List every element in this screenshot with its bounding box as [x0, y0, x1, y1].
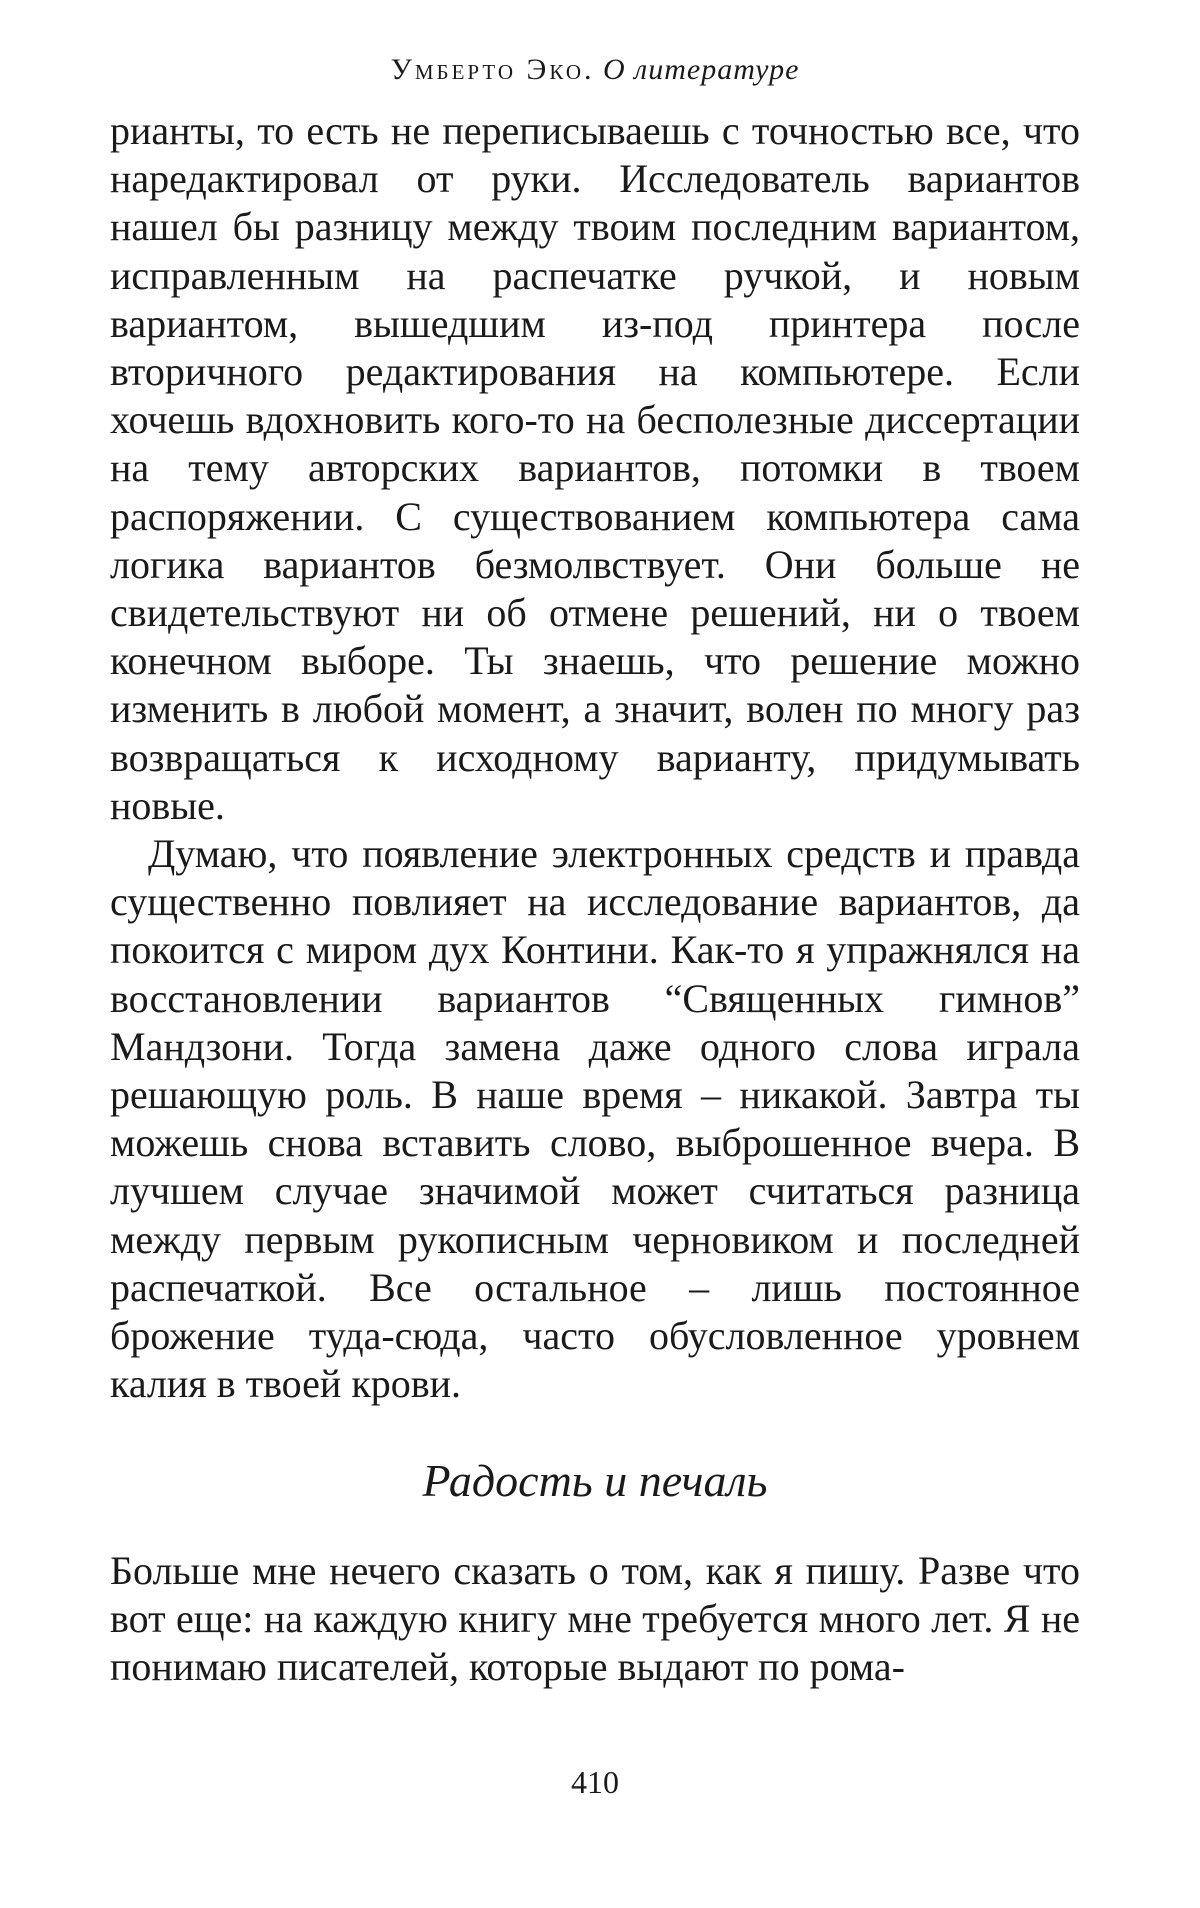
section-title: Радость и печаль — [422, 1455, 768, 1506]
running-head-author: Умберто Эко. — [390, 53, 595, 86]
book-page — [110, 0, 1080, 1908]
page-number: 410 — [571, 1764, 619, 1800]
paragraph-continued: рианты, то есть не переписываешь с точностью все, что наредактировал от руки. Исследователь вариантов нашел бы разницу между твоим последним вариантом, исправленным на распечатке ручкой, и новым вариантом, вышедшим из-под принтера после вторичного редактирования на компьютере. Если хочешь вдохновить кого-то на бесполезные диссертации на тему авторских вариантов, потомки в твоем распоряжении. С существованием компьютера сама логика вариантов безмолвствует. Они больше не свидетельствуют ни об отмене решений, ни о твоем конечном выборе. Ты знаешь, что решение можно изменить в любой момент, а значит, волен по многу раз возвращаться к исходному варианту, придумывать новые. — [110, 108, 1080, 828]
main-text — [110, 107, 1080, 1408]
running-head-book-title: О литературе — [603, 53, 800, 86]
section-text — [110, 1547, 1080, 1692]
section-paragraph: Больше мне нечего сказать о том, как я пишу. Разве что вот еще: на каждую книгу мне требуется много лет. Я не понимаю писателей, которые выдают по рома- — [110, 1548, 1080, 1690]
running-head — [110, 50, 1080, 90]
paragraph: Думаю, что появление электронных средств и правда существенно повлияет на исследование вариантов, да покоится с миром дух Контини. Как-то я упражнялся на восстановлении вариантов “Священных гимнов” Мандзони. Тогда замена даже одного слова играла решающую роль. В наше время – никакой. Завтра ты можешь снова вставить слово, выброшенное вчера. В лучшем случае значимой может считаться разница между первым рукописным черновиком и последней распечаткой. Все остальное – лишь постоянное брожение туда-сюда, часто обусловленное уровнем калия в твоей крови. — [110, 831, 1080, 1407]
